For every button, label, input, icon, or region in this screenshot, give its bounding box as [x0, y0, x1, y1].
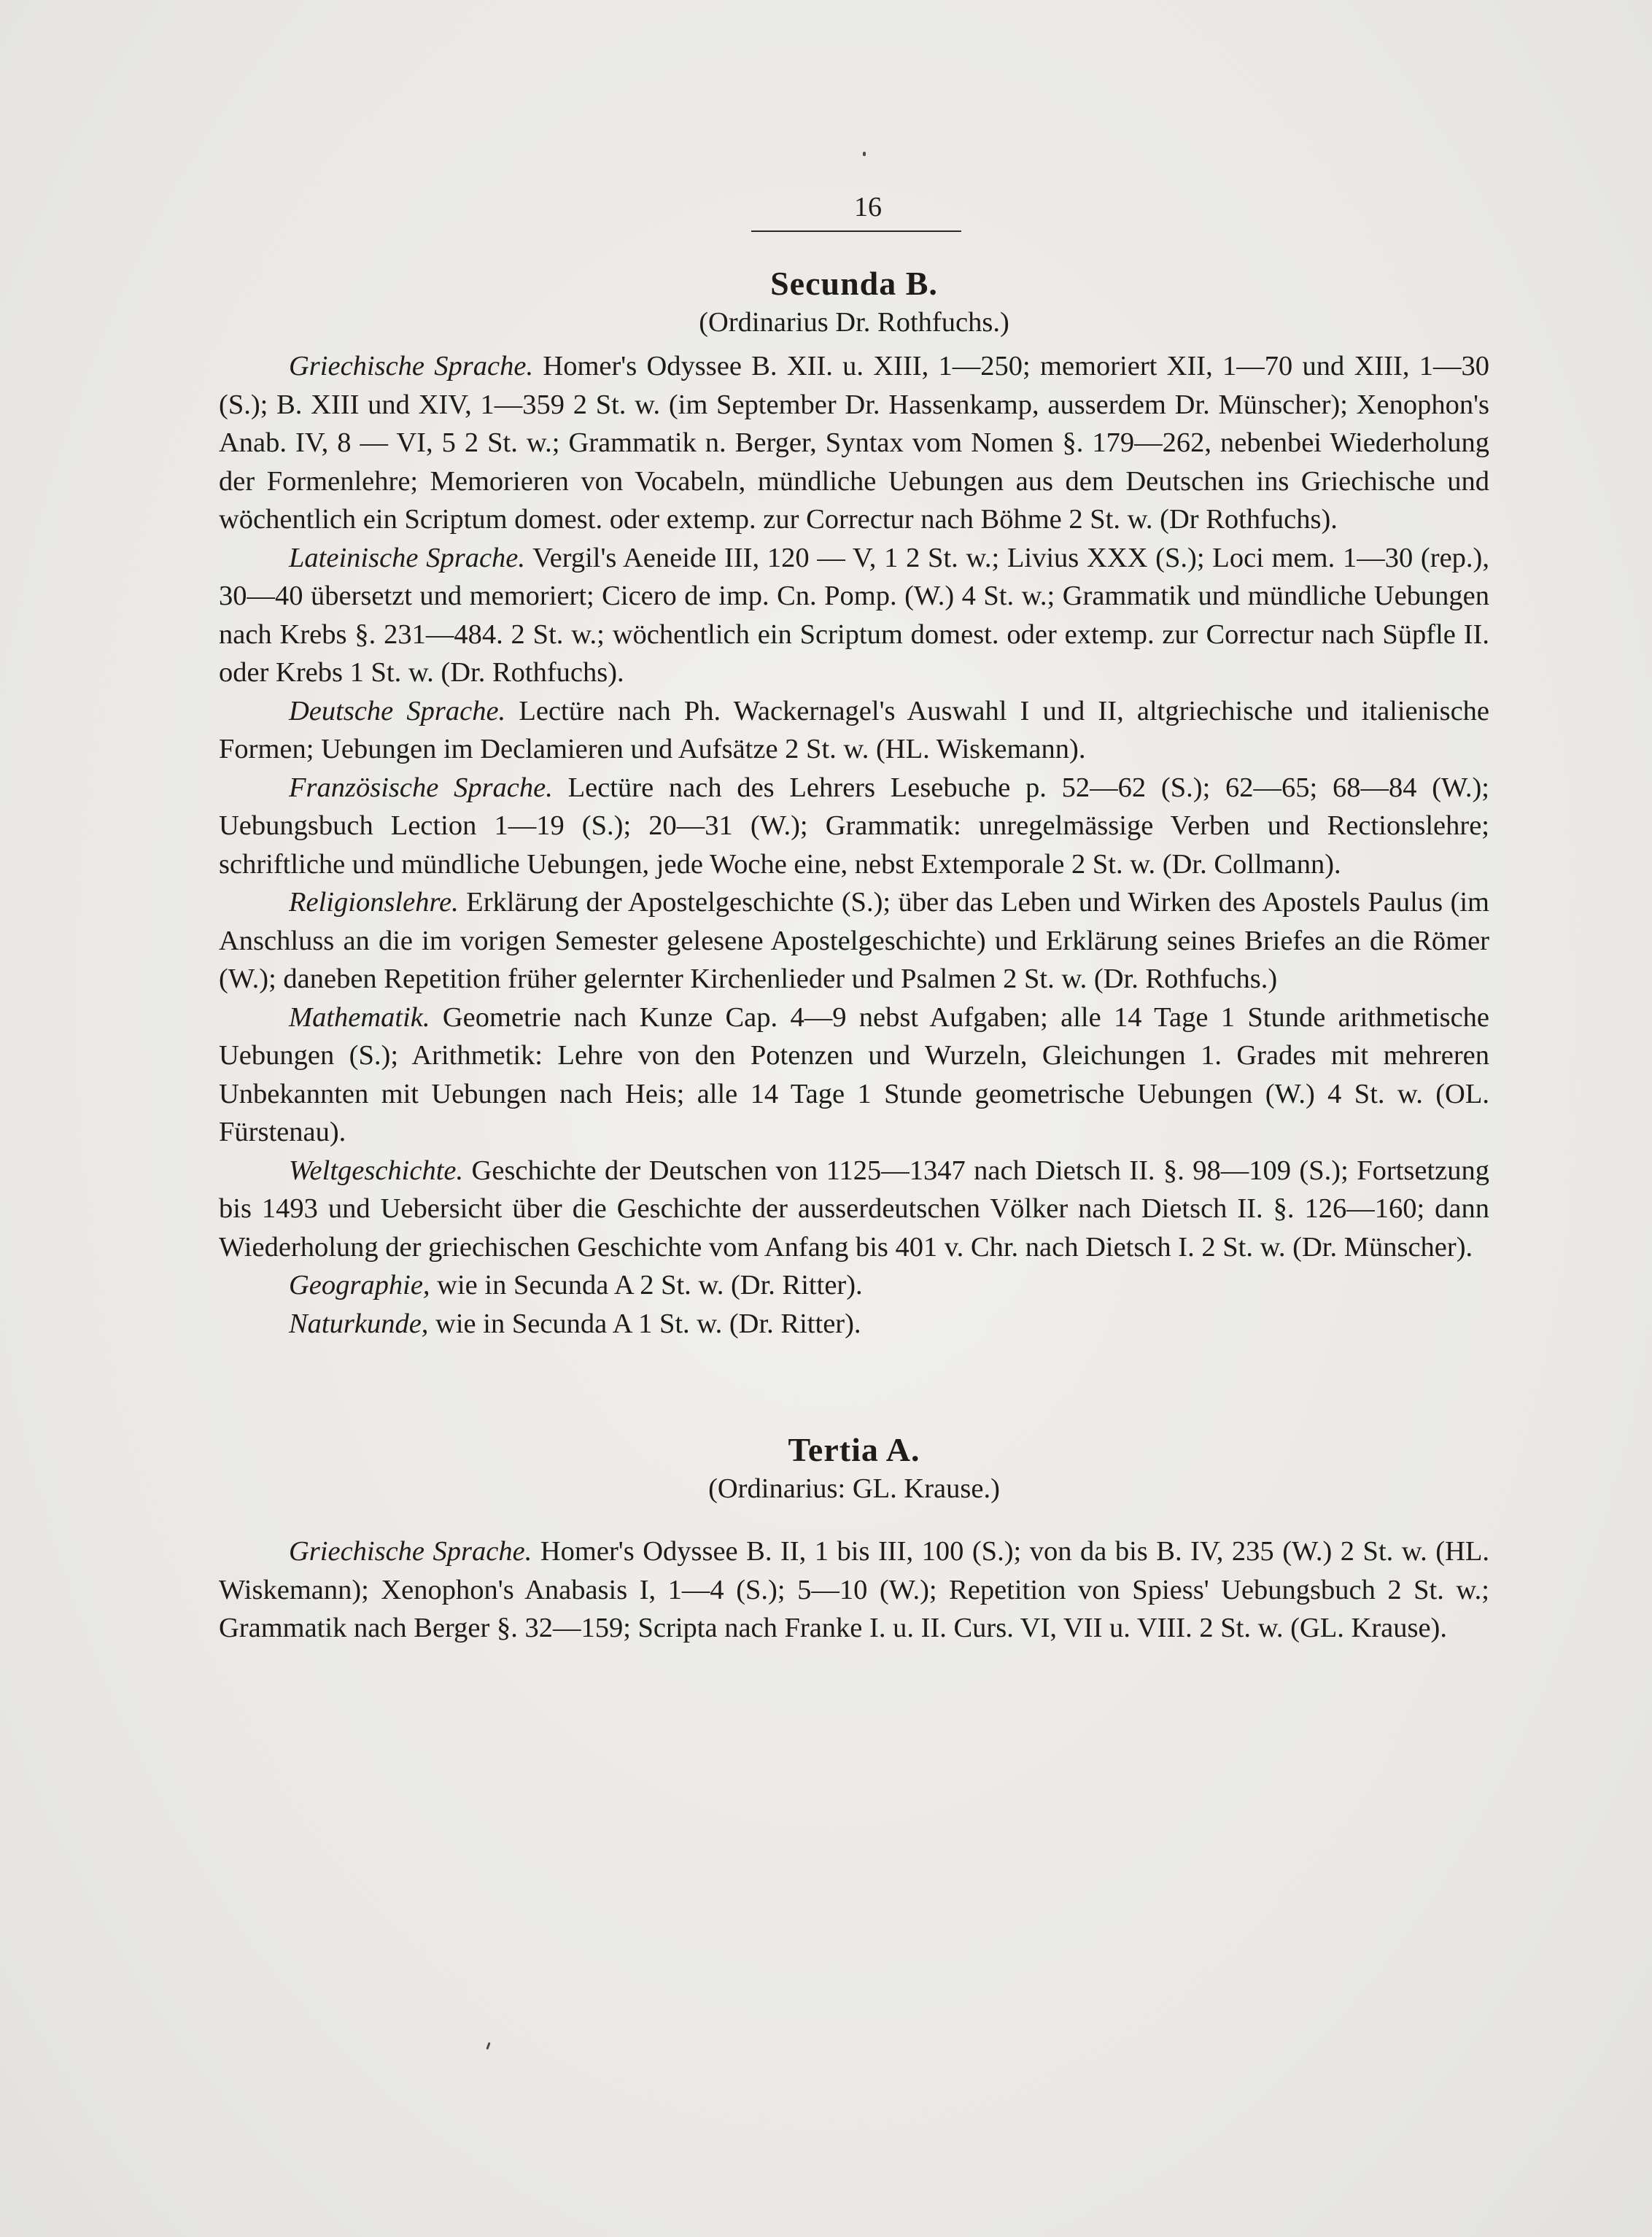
- section-spacer: [219, 1343, 1489, 1430]
- subject-label: Französische Sprache.: [289, 772, 553, 803]
- subject-label: Mathematik.: [289, 1001, 430, 1033]
- subject-label: Naturkunde,: [289, 1308, 429, 1339]
- subject-label: Weltgeschichte.: [289, 1155, 464, 1186]
- paragraph-franzoesisch-secunda: [219, 769, 1489, 884]
- paragraph-deutsch-secunda: [219, 692, 1489, 769]
- paragraph-text: Geschichte der Deutschen von 1125—1347 nach Dietsch II. §. 98—109 (S.); Fortsetzung bis 1493 und Uebersicht über die Geschichte der ausserdeutschen Völker nach Dietsch II. §. 126—160; dann Wiederholung der griechischen Geschichte vom Anfang bis 401 v. Chr. nach Dietsch I. 2 St. w. (Dr. Münscher).: [219, 1155, 1490, 1263]
- page-content: [219, 264, 1489, 1648]
- section-heading-tertia-a: Tertia A.: [788, 1431, 920, 1468]
- paper-speck: [486, 2042, 490, 2050]
- subject-label: Geographie,: [289, 1270, 430, 1300]
- paragraph-text: Vergil's Aeneide III, 120 — V, 1 2 St. w.; Livius XXX (S.); Loci mem. 1—30 (rep.), 30—40 übersetzt und memoriert; Cicero de imp. Cn. Pomp. (W.) 4 St. w.; Grammatik und mündliche Uebungen nach Krebs §. 231—484. 2 St. w.; wöchentlich ein Scriptum domest. oder extemp. zur Correctur nach Süpfle II. oder Krebs 1 St. w. (Dr. Rothfuchs).: [219, 542, 1489, 688]
- paragraph-latein-secunda: [219, 539, 1489, 692]
- section-heading-secunda-b: Secunda B.: [770, 265, 938, 302]
- subject-label: Religionslehre.: [289, 887, 459, 918]
- paragraph-griechisch-tertia: [219, 1532, 1489, 1648]
- page-number: 16: [854, 192, 882, 222]
- subject-label: Deutsche Sprache.: [289, 695, 506, 726]
- paper-speck: [863, 152, 866, 156]
- paragraph-text: Homer's Odyssee B. XII. u. XIII, 1—250; memoriert XII, 1—70 und XIII, 1—30 (S.); B. XIII und XIV, 1—359 2 St. w. (im September Dr. Hassenkamp, ausserdem Dr. Münscher); Xenophon's Anab. IV, 8 — VI, 5 2 St. w.; Grammatik n. Berger, Syntax vom Nomen §. 179—262, nebenbei Wiederholung der Formenlehre; Memorieren von Vocabeln, mündliche Uebungen aus dem Deutschen ins Griechische und wöchentlich ein Scriptum domest. oder extemp. zur Correctur nach Böhme 2 St. w. (Dr Rothfuchs).: [219, 351, 1489, 535]
- paragraph-text: Homer's Odyssee B. II, 1 bis III, 100 (S.); von da bis B. IV, 235 (W.) 2 St. w. (HL. Wiskemann); Xenophon's Anabasis I, 1—4 (S.); 5—10 (W.); Repetition von Spiess' Uebungsbuch 2 St. w.; Grammatik nach Berger §. 32—159; Scripta nach Franke I. u. II. Curs. VI, VII u. VIII. 2 St. w. (GL. Krause).: [219, 1536, 1490, 1643]
- paragraph-religion-secunda: [219, 883, 1489, 999]
- subject-label: Lateinische Sprache.: [289, 542, 526, 573]
- paragraph-mathematik-secunda: [219, 999, 1489, 1152]
- paragraph-weltgeschichte-secunda: [219, 1152, 1489, 1267]
- subheading-spacer: [219, 1513, 1489, 1532]
- paragraph-text: wie in Secunda A 1 St. w. (Dr. Ritter).: [435, 1308, 861, 1339]
- paragraph-text: Geometrie nach Kunze Cap. 4—9 nebst Aufgaben; alle 14 Tage 1 Stunde arithmetische Uebungen (S.); Arithmetik: Lehre von den Potenzen und Wurzeln, Gleichungen 1. Grades mit mehreren Unbekannten mit Uebungen nach Heis; alle 14 Tage 1 Stunde geometrische Uebungen (W.) 4 St. w. (OL. Fürstenau).: [219, 1001, 1490, 1147]
- paragraph-text: Lectüre nach Ph. Wackernagel's Auswahl I und II, altgriechische und italienische Formen; Uebungen im Declamieren und Aufsätze 2 St. w. (HL. Wiskemann).: [219, 695, 1490, 764]
- subject-label: Griechische Sprache.: [289, 1536, 532, 1567]
- subject-label: Griechische Sprache.: [289, 351, 534, 381]
- paragraph-naturkunde-secunda: [219, 1305, 1489, 1344]
- paragraph-text: wie in Secunda A 2 St. w. (Dr. Ritter).: [437, 1270, 863, 1300]
- paragraph-geographie-secunda: [219, 1266, 1489, 1305]
- section-ordinarius-tertia-a: (Ordinarius: GL. Krause.): [708, 1473, 1000, 1504]
- page-number-rule: [751, 230, 961, 232]
- section-ordinarius-secunda-b: (Ordinarius Dr. Rothfuchs.): [699, 307, 1009, 338]
- paragraph-text: Lectüre nach des Lehrers Lesebuche p. 52—62 (S.); 62—65; 68—84 (W.); Uebungsbuch Lection 1—19 (S.); 20—31 (W.); Grammatik: unregelmässige Verben und Rectionslehre; schriftliche und mündliche Uebungen, jede Woche eine, nebst Extemporale 2 St. w. (Dr. Collmann).: [219, 772, 1490, 880]
- paragraph-griechisch-secunda: [219, 347, 1489, 539]
- paragraph-text: Erklärung der Apostelgeschichte (S.); über das Leben und Wirken des Apostels Paulus (im Anschluss an die im vorigen Semester gelesene Apostelgeschichte) und Erklärung seines Briefes an die Römer (W.); daneben Repetition früher gelernter Kirchenlieder und Psalmen 2 St. w. (Dr. Rothfuchs.): [219, 887, 1489, 994]
